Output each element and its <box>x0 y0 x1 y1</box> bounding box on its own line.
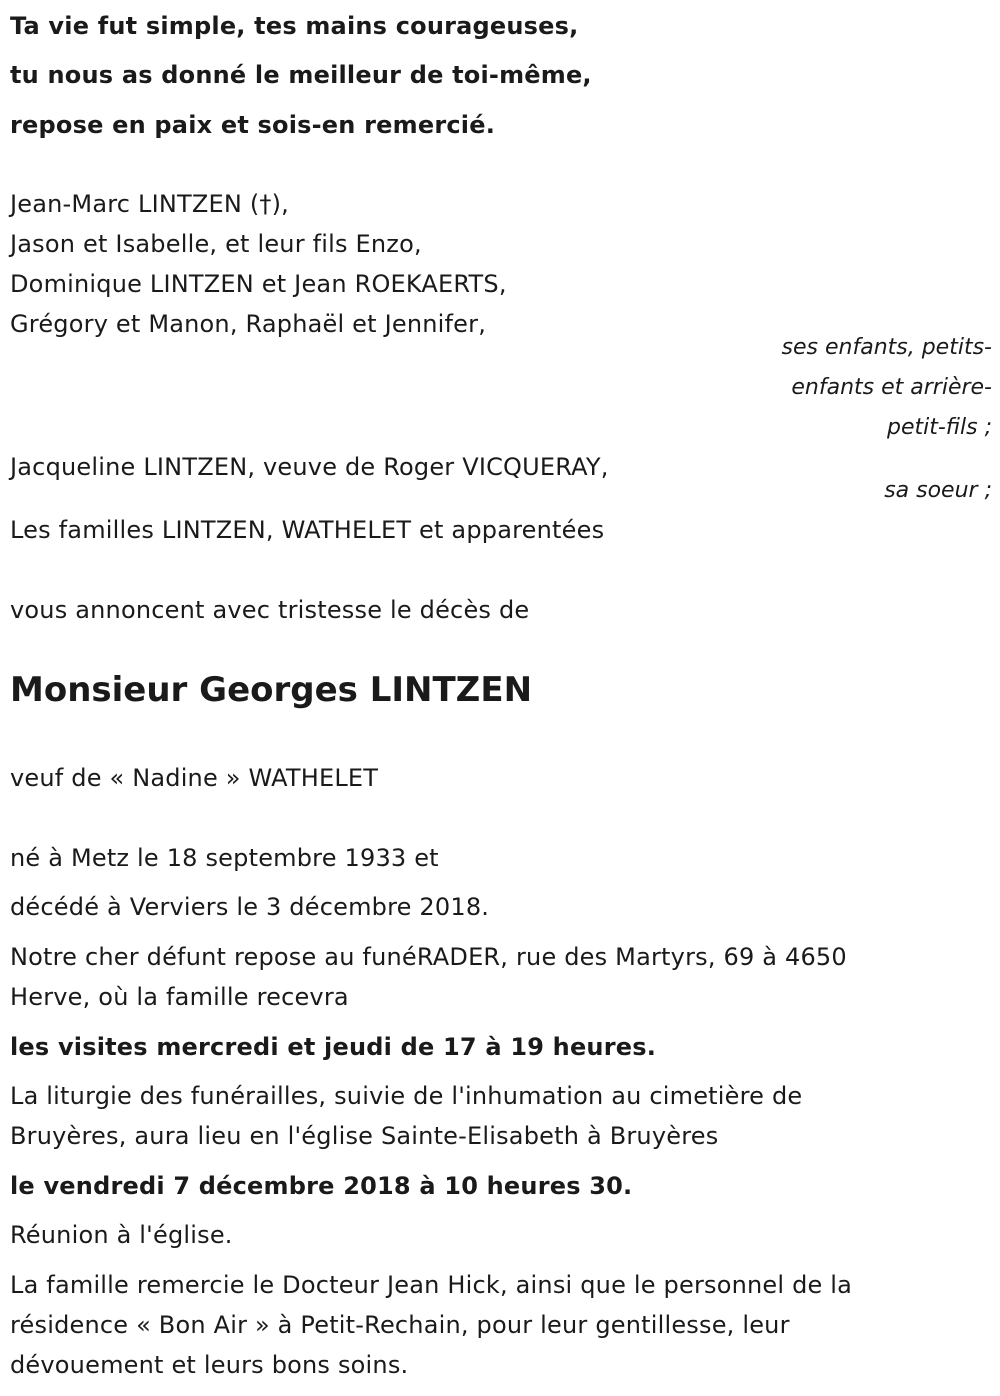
liturgy-line-1: La liturgie des funérailles, suivie de l'inhumation au cimetière de <box>10 1082 803 1110</box>
announcement: vous annoncent avec tristesse le décès de <box>10 596 530 624</box>
relation-children-3: petit-fils ; <box>887 415 992 440</box>
poem-line-3: repose en paix et sois-en remercié. <box>10 111 496 139</box>
relation-children-1: ses enfants, petits- <box>781 335 992 360</box>
visits-line: les visites mercredi et jeudi de 17 à 19 heures. <box>10 1033 657 1061</box>
poem-line-1: Ta vie fut simple, tes mains courageuses, <box>10 12 579 40</box>
poem-line-2: tu nous as donné le meilleur de toi-même, <box>10 61 592 89</box>
family-line-3: Dominique LINTZEN et Jean ROEKAERTS, <box>10 270 507 298</box>
death-line: décédé à Verviers le 3 décembre 2018. <box>10 893 490 921</box>
spouse-line: veuf de « Nadine » WATHELET <box>10 764 379 792</box>
birth-line: né à Metz le 18 septembre 1933 et <box>10 844 439 872</box>
family-line-2: Jason et Isabelle, et leur fils Enzo, <box>10 230 422 258</box>
rest-line-2: Herve, où la famille recevra <box>10 983 349 1011</box>
thanks-line-2: résidence « Bon Air » à Petit-Rechain, pour leur gentillesse, leur <box>10 1311 790 1339</box>
rest-line-1: Notre cher défunt repose au funéRADER, rue des Martyrs, 69 à 4650 <box>10 943 847 971</box>
thanks-line-1: La famille remercie le Docteur Jean Hick, ainsi que le personnel de la <box>10 1271 853 1299</box>
relation-children-2: enfants et arrière- <box>791 375 992 400</box>
family-line-4: Grégory et Manon, Raphaël et Jennifer, <box>10 310 487 338</box>
sister-line: Jacqueline LINTZEN, veuve de Roger VICQUERAY, <box>10 453 609 481</box>
funeral-date-line: le vendredi 7 décembre 2018 à 10 heures 30. <box>10 1172 633 1200</box>
family-line-1: Jean-Marc LINTZEN (†), <box>10 190 290 218</box>
relation-sister: sa soeur ; <box>884 478 992 503</box>
deceased-name: Monsieur Georges LINTZEN <box>10 670 533 710</box>
thanks-line-3: dévouement et leurs bons soins. <box>10 1351 409 1379</box>
liturgy-line-2: Bruyères, aura lieu en l'église Sainte-Elisabeth à Bruyères <box>10 1122 719 1150</box>
meeting-line: Réunion à l'église. <box>10 1221 233 1249</box>
families-line: Les familles LINTZEN, WATHELET et apparentées <box>10 516 605 544</box>
